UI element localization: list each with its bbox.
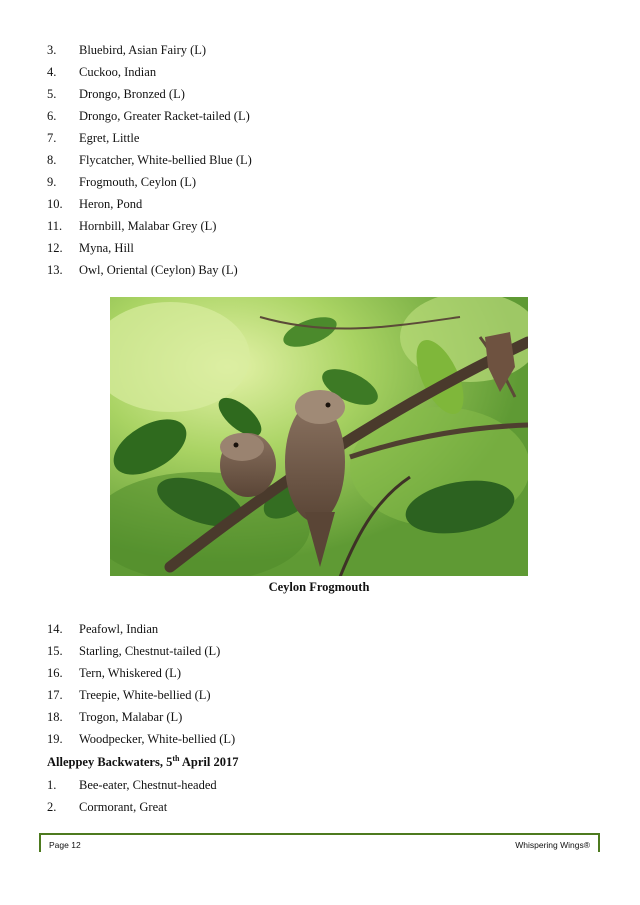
photo-caption: Ceylon Frogmouth [268, 580, 370, 594]
heading-ordinal: th [172, 753, 180, 763]
frogmouth-photo [110, 297, 528, 576]
species-name: Woodpecker, White-bellied (L) [79, 732, 236, 746]
list-number: 18. [47, 710, 63, 724]
list-number: 19. [47, 732, 63, 746]
list-number: 17. [47, 688, 63, 702]
species-name: Cormorant, Great [79, 800, 168, 814]
list-number: 5. [47, 87, 57, 101]
heading-date: April 2017 [179, 755, 239, 769]
list-number: 9. [47, 175, 57, 189]
list-number: 6. [47, 109, 57, 123]
page-footer [39, 833, 600, 852]
footer-brand: Whispering Wings® [515, 840, 590, 850]
species-name: Myna, Hill [79, 241, 134, 255]
species-name: Heron, Pond [79, 197, 143, 211]
list-number: 13. [47, 263, 63, 277]
list-number: 4. [47, 65, 57, 79]
species-name: Hornbill, Malabar Grey (L) [79, 219, 217, 233]
list-number: 3. [47, 43, 57, 57]
list-number: 10. [47, 197, 63, 211]
species-name: Starling, Chestnut-tailed (L) [79, 644, 221, 658]
section-heading [47, 752, 239, 772]
species-name: Tern, Whiskered (L) [79, 666, 181, 680]
list-number: 1. [47, 778, 57, 792]
species-name: Owl, Oriental (Ceylon) Bay (L) [79, 263, 238, 277]
list-number: 14. [47, 622, 63, 636]
species-name: Drongo, Greater Racket-tailed (L) [79, 109, 250, 123]
species-name: Drongo, Bronzed (L) [79, 87, 185, 101]
species-name: Cuckoo, Indian [79, 65, 157, 79]
species-name: Trogon, Malabar (L) [79, 710, 183, 724]
list-number: 12. [47, 241, 63, 255]
species-name: Frogmouth, Ceylon (L) [79, 175, 197, 189]
species-name: Bee-eater, Chestnut-headed [79, 778, 217, 792]
species-name: Treepie, White-bellied (L) [79, 688, 211, 702]
species-name: Bluebird, Asian Fairy (L) [79, 43, 207, 57]
species-name: Peafowl, Indian [79, 622, 159, 636]
list-number: 11. [47, 219, 63, 233]
list-number: 7. [47, 131, 57, 145]
list-number: 2. [47, 800, 57, 814]
heading-text: Alleppey Backwaters, 5 [47, 755, 173, 769]
list-number: 8. [47, 153, 57, 167]
list-number: 15. [47, 644, 63, 658]
species-name: Egret, Little [79, 131, 140, 145]
page-number: Page 12 [49, 840, 81, 850]
species-name: Flycatcher, White-bellied Blue (L) [79, 153, 252, 167]
list-number: 16. [47, 666, 63, 680]
